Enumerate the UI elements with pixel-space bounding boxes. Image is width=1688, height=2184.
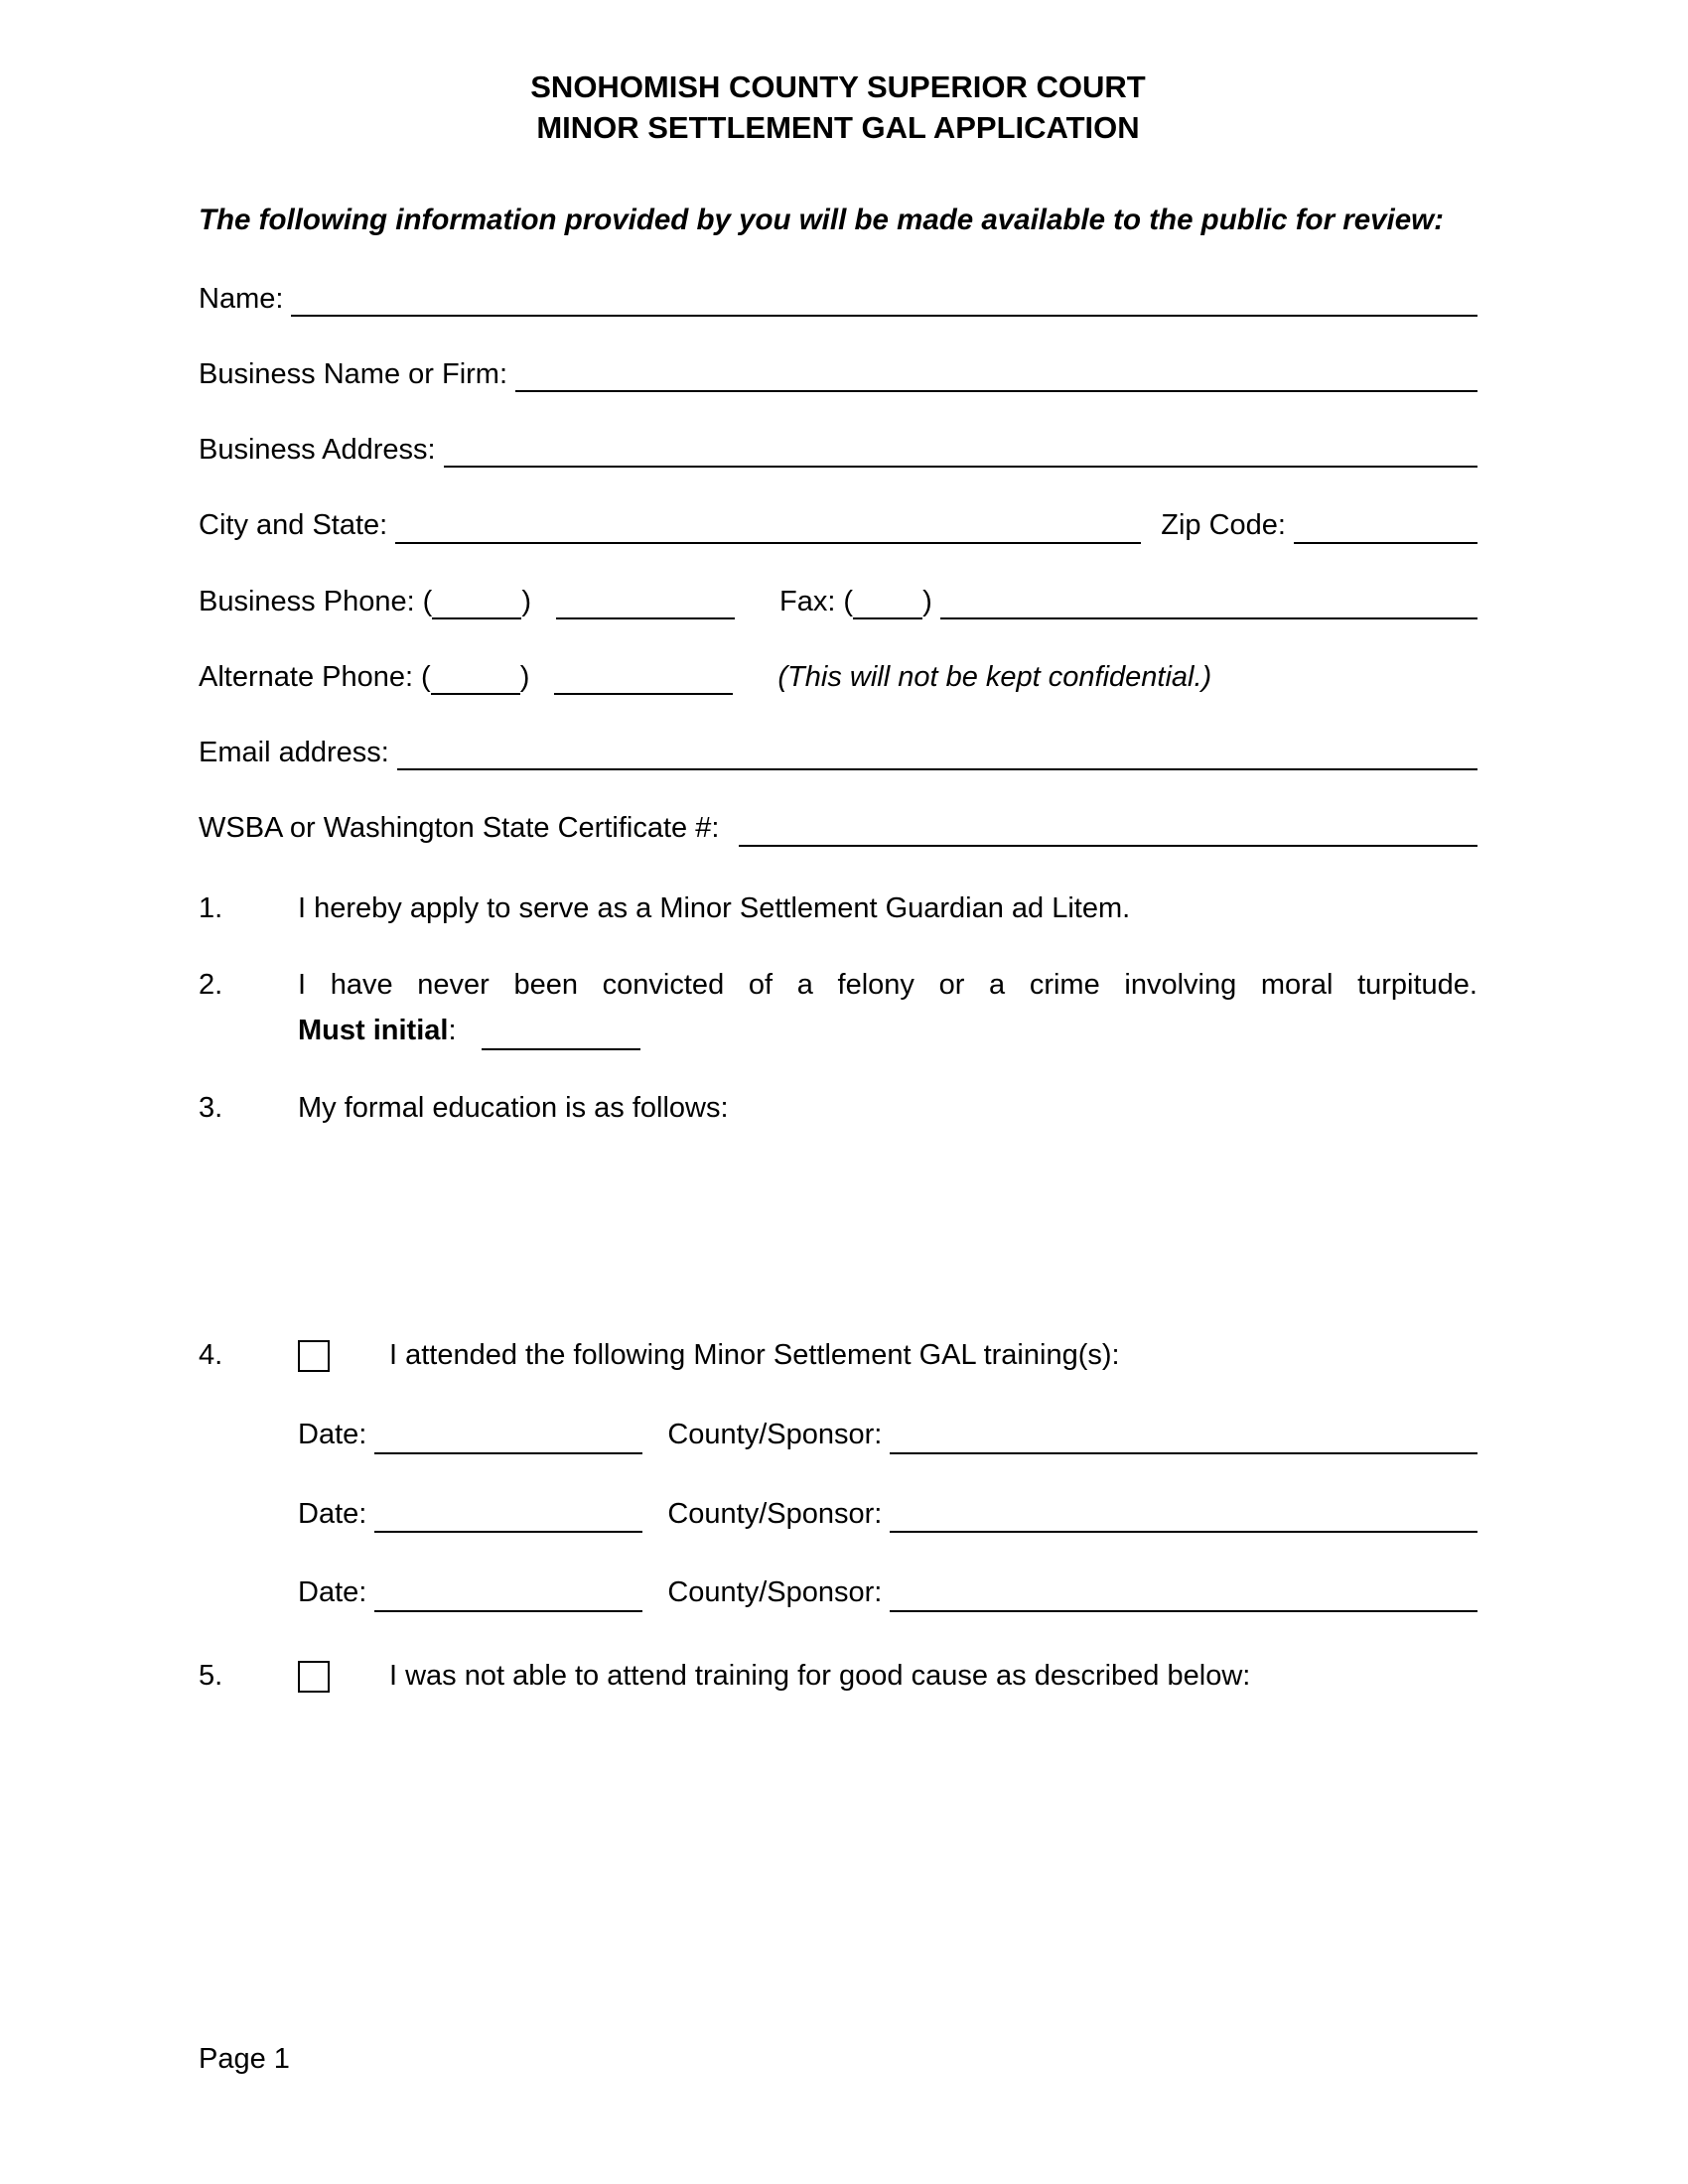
confidential-note: (This will not be kept confidential.) <box>777 660 1212 693</box>
training-1-county-label: County/Sponsor: <box>667 1418 883 1450</box>
intro-text: The following information provided by you will be made available to the public for review: <box>199 203 1444 236</box>
item-1-number: 1. <box>199 891 223 924</box>
item-5 <box>199 1658 1477 1696</box>
wsba-row <box>199 810 1477 846</box>
name-input-line[interactable] <box>291 283 1477 317</box>
item-3-number: 3. <box>199 1091 223 1124</box>
item-4 <box>199 1337 1477 1612</box>
email-label: Email address: <box>199 737 389 769</box>
business-phone-label: Business Phone: <box>199 585 415 617</box>
business-name-label: Business Name or Firm: <box>199 357 508 390</box>
page-number: Page 1 <box>199 2043 290 2075</box>
item-4-text: I attended the following Minor Settlement GAL training(s): <box>389 1339 1120 1372</box>
title-line-1: SNOHOMISH COUNTY SUPERIOR COURT <box>530 69 1146 104</box>
training-2-date-label: Date: <box>298 1497 367 1530</box>
item-1 <box>199 890 1477 928</box>
item-3-body <box>298 1090 1477 1128</box>
item-5-body <box>298 1658 1477 1696</box>
item-3 <box>199 1090 1477 1128</box>
alternate-phone-row <box>199 659 1477 695</box>
alternate-phone-paren-open: ( <box>421 660 431 693</box>
item-4-body <box>298 1337 1477 1612</box>
training-3-county-label: County/Sponsor: <box>667 1576 883 1609</box>
item-4-check-row <box>298 1337 1477 1375</box>
must-initial-colon: : <box>448 1014 457 1046</box>
training-row-3 <box>298 1574 1477 1612</box>
item-1-text: I hereby apply to serve as a Minor Settlement Guardian ad Litem. <box>298 891 1131 924</box>
training-attended-checkbox[interactable] <box>298 1340 330 1372</box>
city-state-label: City and State: <box>199 509 388 542</box>
business-name-row <box>199 356 1477 392</box>
business-address-input-line[interactable] <box>444 434 1477 468</box>
must-initial-row <box>298 1013 1477 1050</box>
email-input-line[interactable] <box>397 737 1477 770</box>
business-phone-area-line[interactable] <box>432 586 521 619</box>
must-initial-input-line[interactable] <box>482 1017 640 1050</box>
business-address-label: Business Address: <box>199 434 436 467</box>
business-address-row <box>199 432 1477 468</box>
training-2-date-line[interactable] <box>374 1499 642 1533</box>
business-phone-number-line[interactable] <box>556 586 735 619</box>
name-row <box>199 281 1477 317</box>
item-4-number: 4. <box>199 1339 223 1372</box>
alternate-phone-area-line[interactable] <box>431 661 520 695</box>
item-2 <box>199 967 1477 1049</box>
alternate-phone-number-line[interactable] <box>554 661 733 695</box>
training-3-date-label: Date: <box>298 1576 367 1609</box>
wsba-label: WSBA or Washington State Certificate #: <box>199 812 720 845</box>
alternate-phone-label: Alternate Phone: <box>199 660 414 693</box>
fax-paren-open: ( <box>843 585 854 617</box>
item-5-number: 5. <box>199 1660 223 1693</box>
name-label: Name: <box>199 282 284 315</box>
alternate-phone-paren-close: ) <box>519 660 530 693</box>
must-initial-label: Must initial <box>298 1014 449 1046</box>
fax-paren-close: ) <box>922 585 932 617</box>
business-name-input-line[interactable] <box>515 358 1477 392</box>
item-2-body <box>298 967 1477 1049</box>
item-5-check-row <box>298 1658 1477 1696</box>
wsba-input-line[interactable] <box>739 813 1477 847</box>
training-row-2 <box>298 1496 1477 1534</box>
business-phone-paren-open: ( <box>422 585 433 617</box>
training-3-county-line[interactable] <box>890 1578 1477 1612</box>
item-5-text: I was not able to attend training for good cause as described below: <box>389 1660 1251 1693</box>
training-2-county-label: County/Sponsor: <box>667 1497 883 1530</box>
training-row-1 <box>298 1417 1477 1454</box>
training-1-county-line[interactable] <box>890 1421 1477 1454</box>
city-state-input-line[interactable] <box>395 510 1141 544</box>
item-1-body <box>298 890 1477 928</box>
business-phone-paren-close: ) <box>521 585 531 617</box>
document-title <box>199 68 1477 149</box>
fax-label: Fax: <box>779 585 836 617</box>
business-phone-fax-row <box>199 584 1477 619</box>
item-2-text: I have never been convicted of a felony or a crime involving moral turpitude. <box>298 969 1477 1002</box>
no-training-good-cause-checkbox[interactable] <box>298 1661 330 1693</box>
email-row <box>199 735 1477 770</box>
item-2-number: 2. <box>199 969 223 1002</box>
training-3-date-line[interactable] <box>374 1578 642 1612</box>
training-1-date-line[interactable] <box>374 1421 642 1454</box>
fax-area-line[interactable] <box>853 586 922 619</box>
city-state-zip-row <box>199 507 1477 543</box>
fax-number-line[interactable] <box>940 586 1477 619</box>
item-3-text: My formal education is as follows: <box>298 1091 729 1124</box>
training-2-county-line[interactable] <box>890 1499 1477 1533</box>
zip-label: Zip Code: <box>1161 509 1286 542</box>
training-1-date-label: Date: <box>298 1418 367 1450</box>
title-line-2: MINOR SETTLEMENT GAL APPLICATION <box>536 109 1140 145</box>
zip-input-line[interactable] <box>1294 510 1477 544</box>
